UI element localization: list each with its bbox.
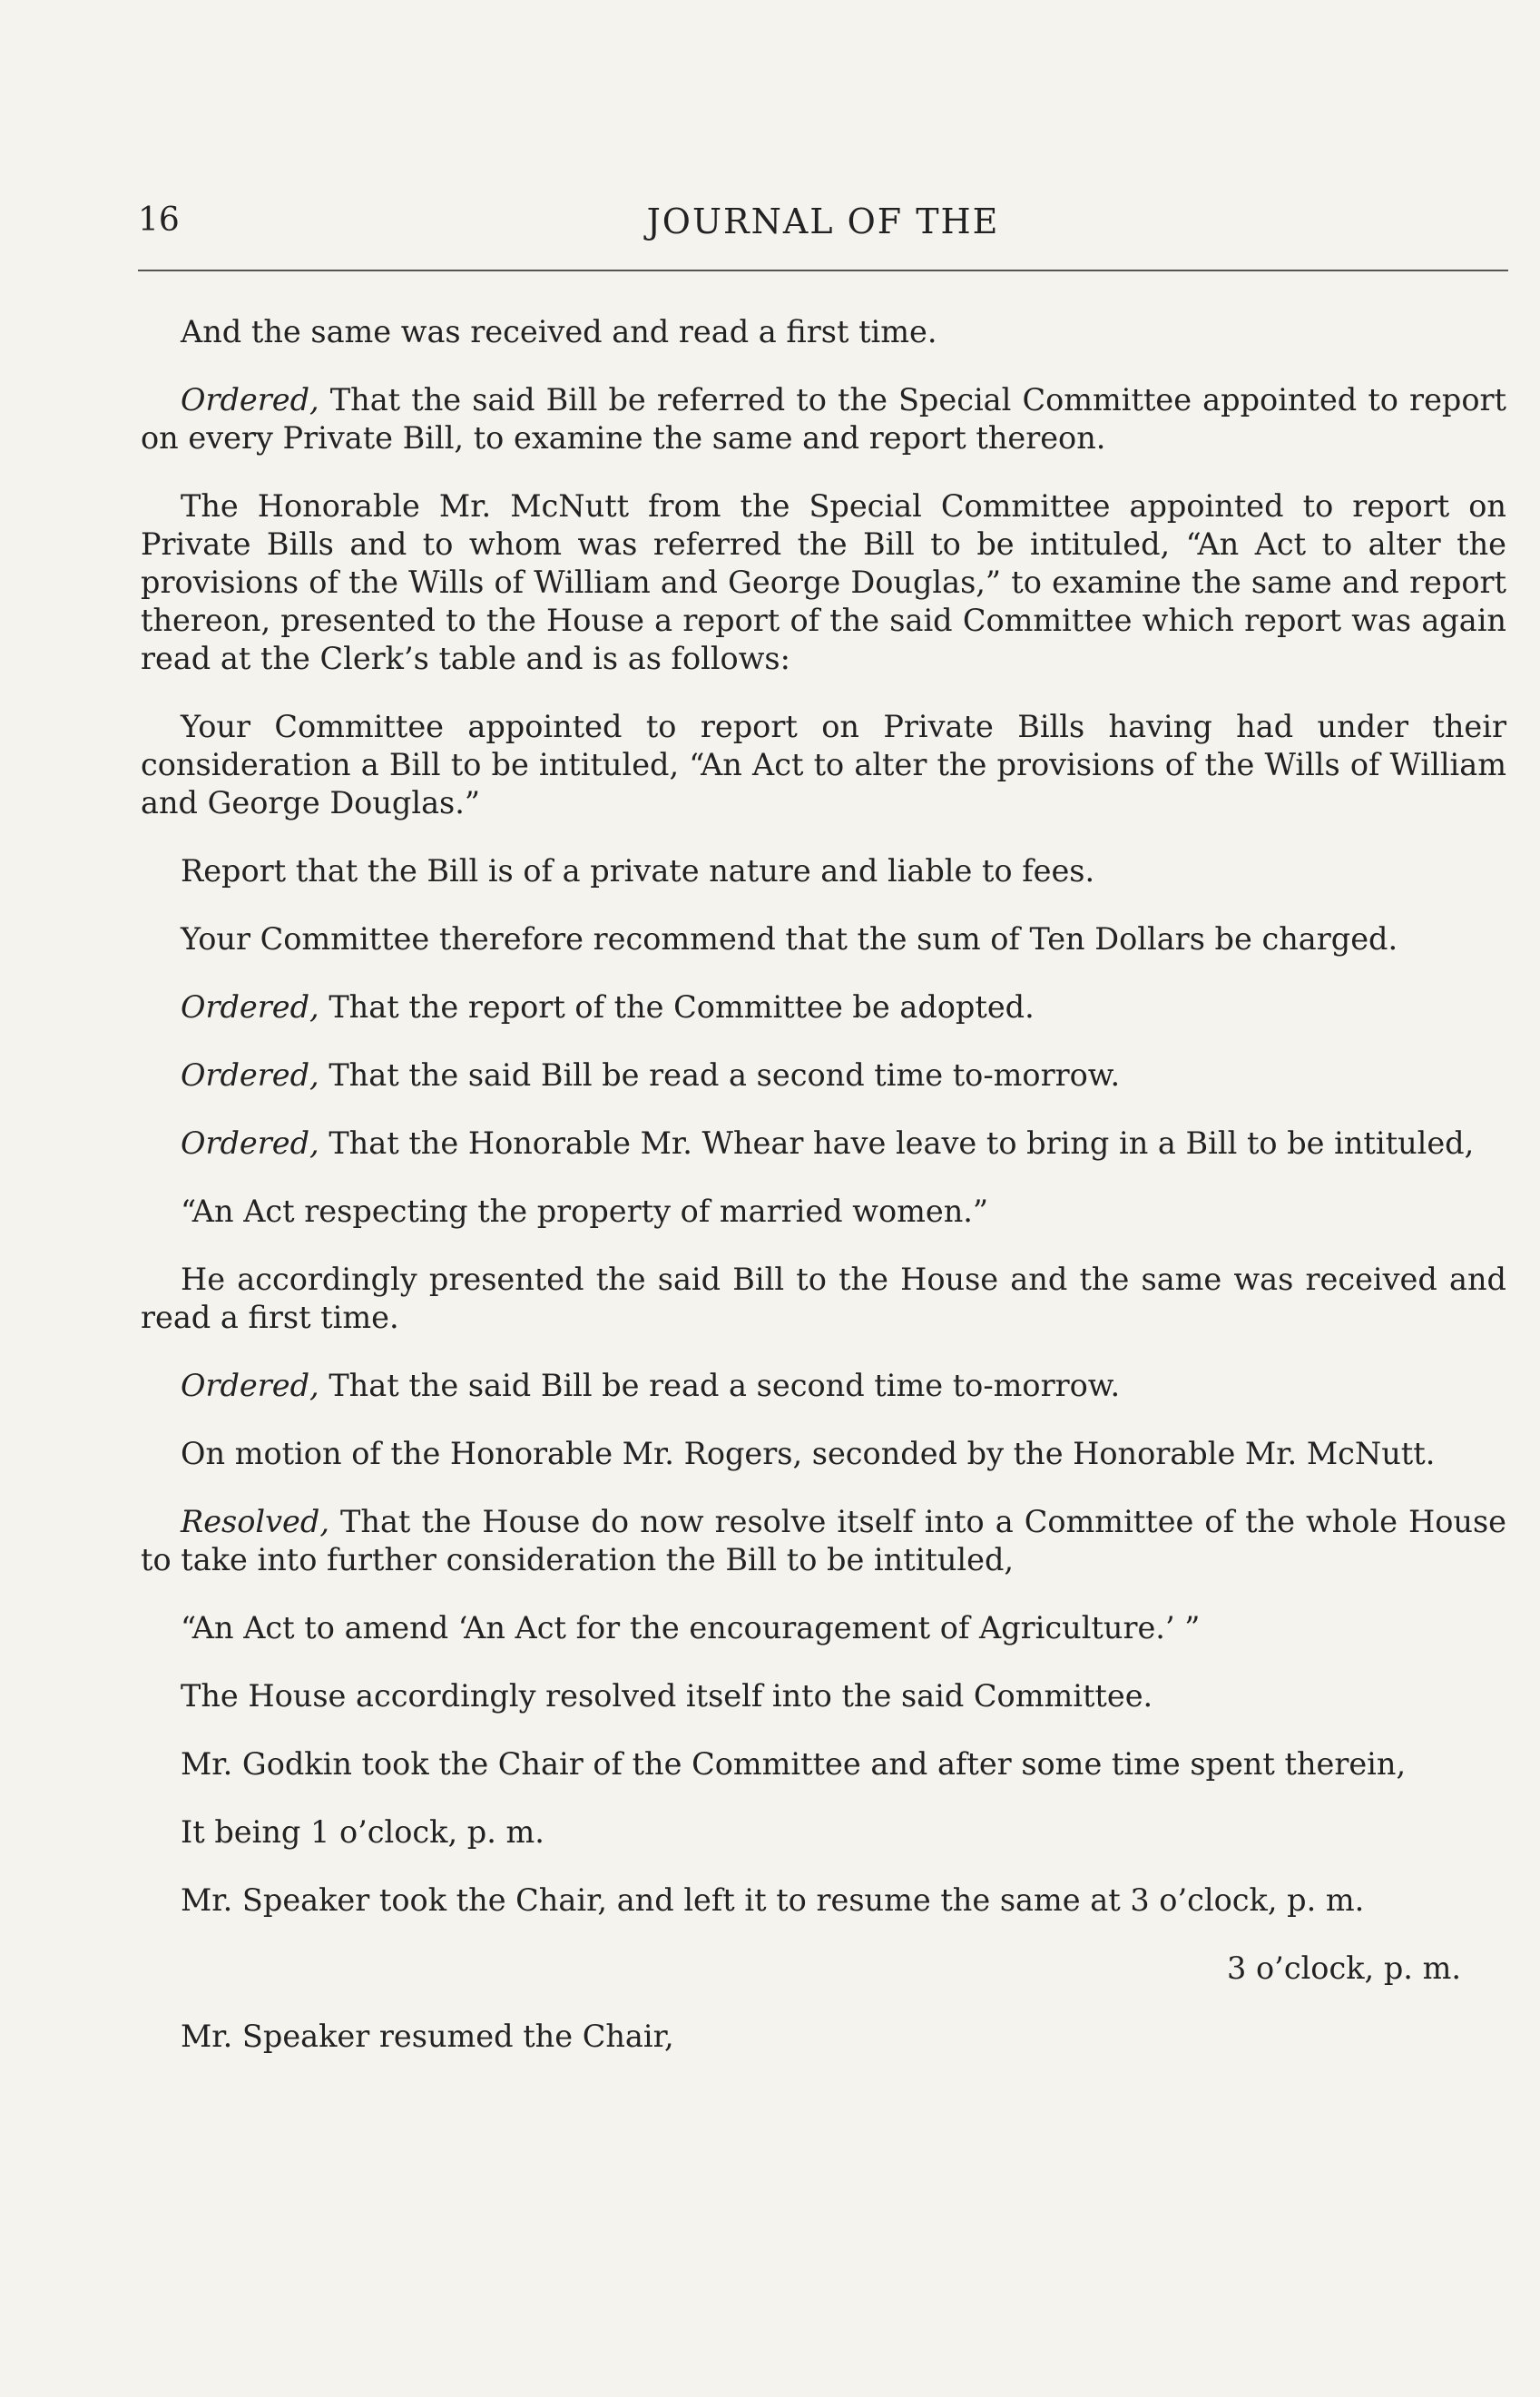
paragraph — [141, 1056, 1506, 1095]
paragraph-text: “An Act to amend ‘An Act for the encouragement of Agriculture.’ ” — [181, 1610, 1201, 1645]
paragraph — [141, 313, 1506, 351]
paragraph-text: That the said Bill be read a second time to-morrow. — [319, 1368, 1121, 1403]
final-paragraph: Mr. Speaker resumed the Chair, — [181, 2019, 674, 2054]
paragraph-lead: Ordered, — [181, 1125, 319, 1161]
paragraph-text: The House accordingly resolved itself into the said Committee. — [181, 1678, 1153, 1714]
paragraph-lead: Ordered, — [181, 382, 319, 418]
paragraph-text: That the said Bill be referred to the Special Committee appointed to report on every Private Bill, to examine the same and report thereon. — [141, 382, 1506, 456]
journal-body — [141, 313, 1506, 2086]
paragraph-text: Your Committee appointed to report on Private Bills having had under their consideration a Bill to be intituled, “An Act to alter the provisions of the Wills of William and George Douglas.” — [141, 709, 1506, 820]
paragraph — [141, 1435, 1506, 1473]
paragraph — [141, 1367, 1506, 1405]
paragraph-lead: Ordered, — [181, 989, 319, 1025]
paragraph — [141, 708, 1506, 822]
paragraph — [141, 1745, 1506, 1783]
paragraph-text: He accordingly presented the said Bill to the House and the same was received and read a first time. — [141, 1262, 1506, 1335]
paragraph-lead: Ordered, — [181, 1368, 319, 1403]
paragraph-text: Report that the Bill is of a private nature and liable to fees. — [181, 853, 1095, 889]
paragraph-text: Mr. Godkin took the Chair of the Committee and after some time spent therein, — [181, 1746, 1407, 1782]
paragraph-text: That the Honorable Mr. Whear have leave to bring in a Bill to be intituled, — [319, 1125, 1475, 1161]
paragraph-text: And the same was received and read a first time. — [181, 314, 937, 349]
time-marker: 3 o’clock, p. m. — [1227, 1950, 1461, 1986]
paragraph-text: That the report of the Committee be adopted. — [319, 989, 1035, 1025]
paragraph — [141, 487, 1506, 678]
page-header — [138, 201, 1508, 252]
paragraph — [141, 1881, 1506, 1920]
paragraph-text: On motion of the Honorable Mr. Rogers, seconded by the Honorable Mr. McNutt. — [181, 1436, 1436, 1471]
paragraph-text: That the said Bill be read a second time to-morrow. — [319, 1057, 1121, 1093]
paragraph-lead: Resolved, — [181, 1504, 329, 1539]
paragraph — [141, 381, 1506, 457]
paragraph-lead: Ordered, — [181, 1057, 319, 1093]
header-rule — [138, 270, 1508, 271]
paragraph — [141, 920, 1506, 958]
paragraph-text: Your Committee therefore recommend that the sum of Ten Dollars be charged. — [181, 921, 1398, 957]
paragraph — [141, 852, 1506, 890]
paragraph — [141, 1125, 1506, 1163]
paragraph — [141, 1503, 1506, 1579]
paragraph — [141, 1609, 1506, 1647]
paragraph — [141, 1261, 1506, 1337]
paragraph — [141, 1677, 1506, 1715]
paragraph-text: The Honorable Mr. McNutt from the Special Committee appointed to report on Private Bills and to whom was referred the Bill to be intituled, “An Act to alter the provisions of the Wills of William and George Douglas,” to examine the same and report thereon, presented to the House a report of the said Committee which report was again read at the Clerk’s table and is as follows: — [141, 488, 1506, 676]
paragraph-text: It being 1 o’clock, p. m. — [181, 1814, 544, 1850]
paragraph — [141, 1193, 1506, 1231]
paragraph — [141, 1813, 1506, 1852]
page-number: 16 — [138, 201, 180, 239]
paragraph-text: Mr. Speaker took the Chair, and left it to resume the same at 3 o’clock, p. m. — [181, 1882, 1365, 1918]
paragraph-text: That the House do now resolve itself into a Committee of the whole House to take into further consideration the Bill to be intituled, — [141, 1504, 1506, 1577]
paragraph — [141, 988, 1506, 1027]
paragraph-text: “An Act respecting the property of married women.” — [181, 1194, 989, 1229]
running-head: JOURNAL OF THE — [646, 201, 1000, 241]
